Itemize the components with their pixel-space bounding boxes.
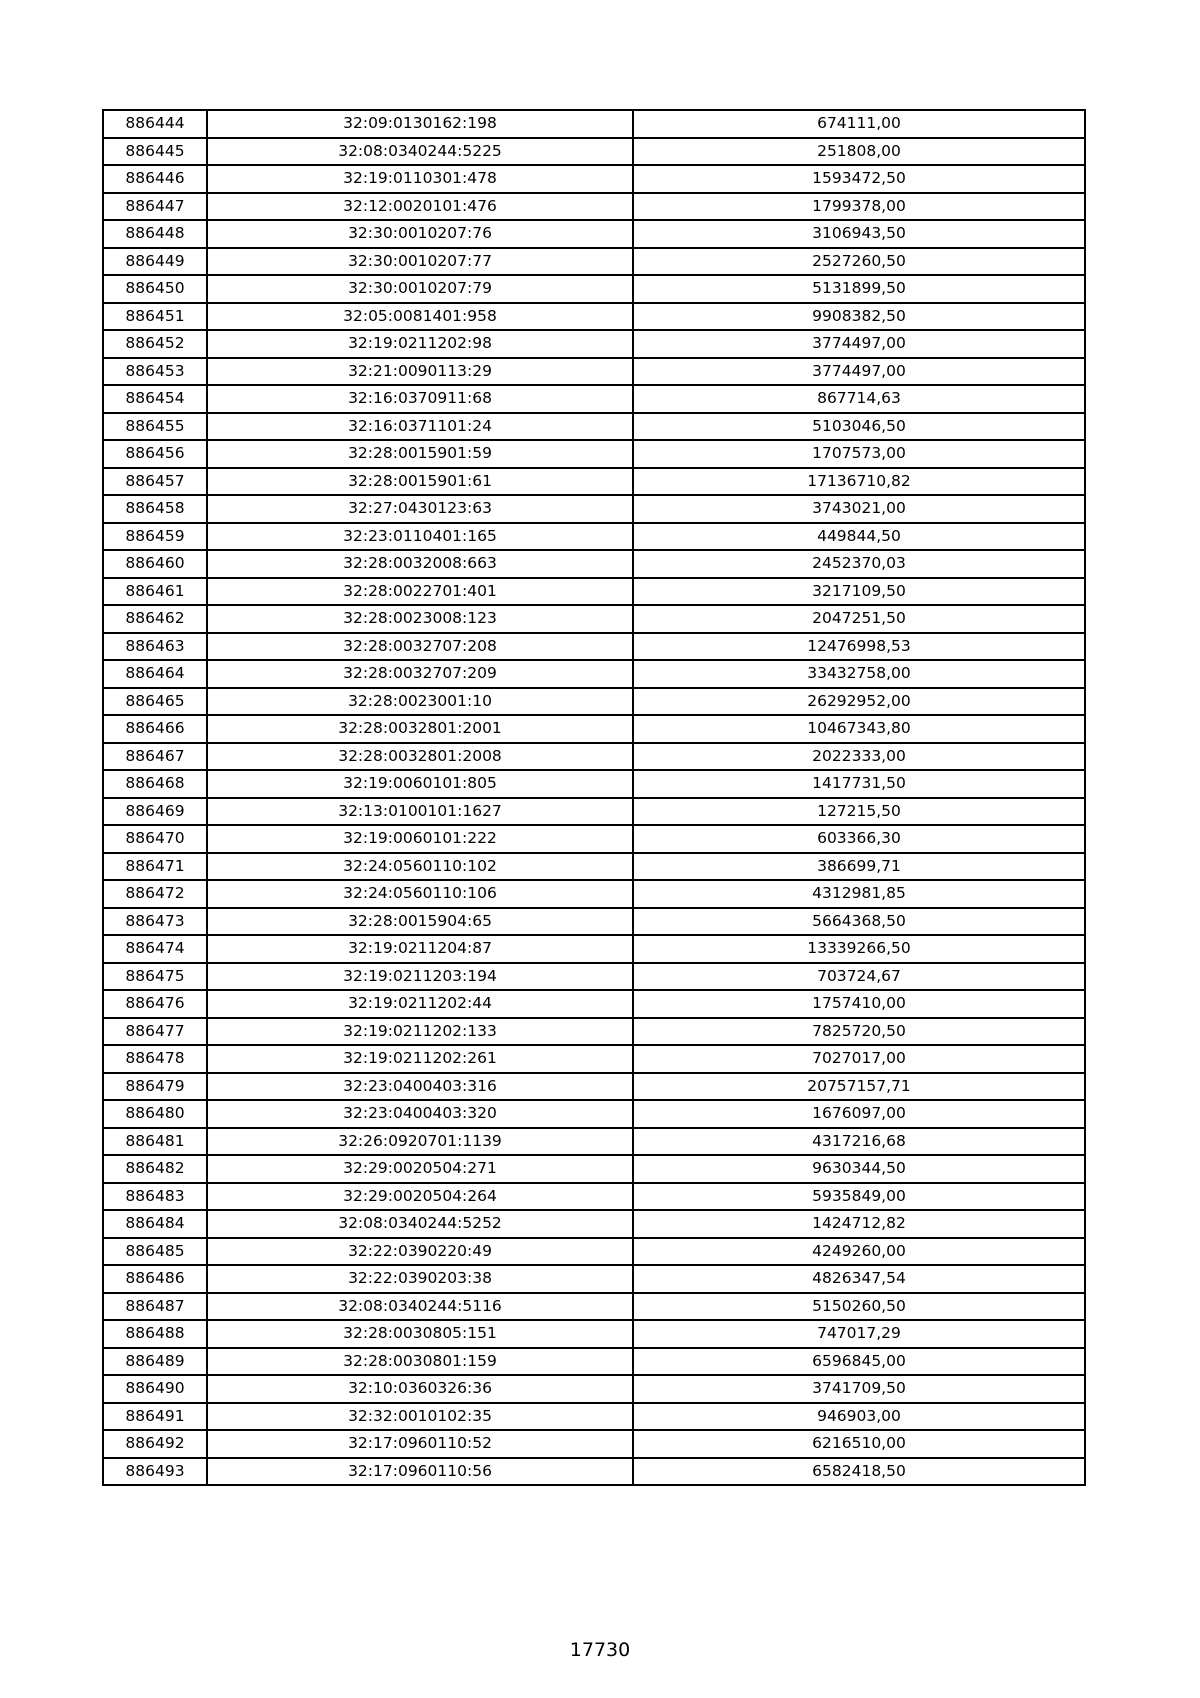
table-row: [103, 1045, 1085, 1073]
row-number-cell: 886460: [103, 550, 207, 578]
row-number-cell: 886463: [103, 633, 207, 661]
cadastral-number-cell: 32:22:0390220:49: [207, 1238, 633, 1266]
cadastral-number-cell: 32:13:0100101:1627: [207, 798, 633, 826]
cadastral-number-cell: 32:19:0211203:194: [207, 963, 633, 991]
row-number-cell: 886462: [103, 605, 207, 633]
cadastral-number-cell: 32:08:0340244:5225: [207, 138, 633, 166]
value-cell: 9908382,50: [633, 303, 1085, 331]
value-cell: 13339266,50: [633, 935, 1085, 963]
table-row: [103, 1293, 1085, 1321]
row-number-cell: 886465: [103, 688, 207, 716]
cadastral-number-cell: 32:28:0023001:10: [207, 688, 633, 716]
cadastral-number-cell: 32:24:0560110:102: [207, 853, 633, 881]
row-number-cell: 886472: [103, 880, 207, 908]
value-cell: 6596845,00: [633, 1348, 1085, 1376]
table-row: [103, 633, 1085, 661]
cadastral-number-cell: 32:10:0360326:36: [207, 1375, 633, 1403]
table-row: [103, 1375, 1085, 1403]
value-cell: 6582418,50: [633, 1458, 1085, 1486]
row-number-cell: 886471: [103, 853, 207, 881]
table-row: [103, 275, 1085, 303]
table-row: [103, 385, 1085, 413]
table-row: [103, 165, 1085, 193]
cadastral-number-cell: 32:16:0370911:68: [207, 385, 633, 413]
cadastral-number-cell: 32:19:0110301:478: [207, 165, 633, 193]
value-cell: 1424712,82: [633, 1210, 1085, 1238]
value-cell: 6216510,00: [633, 1430, 1085, 1458]
cadastral-number-cell: 32:19:0211202:44: [207, 990, 633, 1018]
row-number-cell: 886455: [103, 413, 207, 441]
table-row: [103, 1320, 1085, 1348]
table-row: [103, 660, 1085, 688]
table-row: [103, 358, 1085, 386]
value-cell: 20757157,71: [633, 1073, 1085, 1101]
cadastral-number-cell: 32:27:0430123:63: [207, 495, 633, 523]
row-number-cell: 886452: [103, 330, 207, 358]
row-number-cell: 886457: [103, 468, 207, 496]
table-row: [103, 468, 1085, 496]
table-row: [103, 495, 1085, 523]
value-cell: 17136710,82: [633, 468, 1085, 496]
table-row: [103, 1265, 1085, 1293]
value-cell: 251808,00: [633, 138, 1085, 166]
table-row: [103, 193, 1085, 221]
cadastral-number-cell: 32:19:0211204:87: [207, 935, 633, 963]
value-cell: 2527260,50: [633, 248, 1085, 276]
value-cell: 12476998,53: [633, 633, 1085, 661]
cadastral-number-cell: 32:30:0010207:77: [207, 248, 633, 276]
cadastral-number-cell: 32:08:0340244:5252: [207, 1210, 633, 1238]
table-row: [103, 578, 1085, 606]
cadastral-number-cell: 32:28:0023008:123: [207, 605, 633, 633]
cadastral-number-cell: 32:28:0015904:65: [207, 908, 633, 936]
table-row: [103, 605, 1085, 633]
row-number-cell: 886467: [103, 743, 207, 771]
row-number-cell: 886481: [103, 1128, 207, 1156]
table-row: [103, 1018, 1085, 1046]
table-row: [103, 138, 1085, 166]
cadastral-number-cell: 32:23:0400403:316: [207, 1073, 633, 1101]
row-number-cell: 886483: [103, 1183, 207, 1211]
value-cell: 7825720,50: [633, 1018, 1085, 1046]
value-cell: 2452370,03: [633, 550, 1085, 578]
cadastral-number-cell: 32:09:0130162:198: [207, 110, 633, 138]
value-cell: 4312981,85: [633, 880, 1085, 908]
cadastral-number-cell: 32:08:0340244:5116: [207, 1293, 633, 1321]
row-number-cell: 886468: [103, 770, 207, 798]
row-number-cell: 886469: [103, 798, 207, 826]
cadastral-number-cell: 32:28:0032707:209: [207, 660, 633, 688]
table-row: [103, 523, 1085, 551]
value-cell: 2022333,00: [633, 743, 1085, 771]
table-row: [103, 1430, 1085, 1458]
cadastral-number-cell: 32:19:0211202:133: [207, 1018, 633, 1046]
table-row: [103, 1100, 1085, 1128]
cadastral-number-cell: 32:28:0032008:663: [207, 550, 633, 578]
value-cell: 1757410,00: [633, 990, 1085, 1018]
row-number-cell: 886470: [103, 825, 207, 853]
row-number-cell: 886475: [103, 963, 207, 991]
row-number-cell: 886491: [103, 1403, 207, 1431]
cadastral-number-cell: 32:23:0110401:165: [207, 523, 633, 551]
table-row: [103, 440, 1085, 468]
table-row: [103, 715, 1085, 743]
row-number-cell: 886482: [103, 1155, 207, 1183]
table-row: [103, 110, 1085, 138]
row-number-cell: 886464: [103, 660, 207, 688]
table-row: [103, 963, 1085, 991]
row-number-cell: 886484: [103, 1210, 207, 1238]
value-cell: 5664368,50: [633, 908, 1085, 936]
value-cell: 5103046,50: [633, 413, 1085, 441]
value-cell: 4317216,68: [633, 1128, 1085, 1156]
table-row: [103, 853, 1085, 881]
cadastral-number-cell: 32:17:0960110:52: [207, 1430, 633, 1458]
value-cell: 5131899,50: [633, 275, 1085, 303]
cadastral-number-cell: 32:19:0211202:98: [207, 330, 633, 358]
row-number-cell: 886489: [103, 1348, 207, 1376]
row-number-cell: 886486: [103, 1265, 207, 1293]
value-cell: 7027017,00: [633, 1045, 1085, 1073]
table-row: [103, 303, 1085, 331]
table-row: [103, 743, 1085, 771]
row-number-cell: 886458: [103, 495, 207, 523]
value-cell: 4826347,54: [633, 1265, 1085, 1293]
value-cell: 2047251,50: [633, 605, 1085, 633]
table-row: [103, 1210, 1085, 1238]
table-row: [103, 330, 1085, 358]
value-cell: 747017,29: [633, 1320, 1085, 1348]
cadastral-number-cell: 32:28:0032707:208: [207, 633, 633, 661]
table-row: [103, 1403, 1085, 1431]
page-number: 17730: [569, 1639, 631, 1661]
cadastral-number-cell: 32:28:0015901:59: [207, 440, 633, 468]
value-cell: 946903,00: [633, 1403, 1085, 1431]
cadastral-number-cell: 32:26:0920701:1139: [207, 1128, 633, 1156]
cadastral-number-cell: 32:22:0390203:38: [207, 1265, 633, 1293]
value-cell: 26292952,00: [633, 688, 1085, 716]
row-number-cell: 886473: [103, 908, 207, 936]
table-row: [103, 990, 1085, 1018]
value-cell: 1676097,00: [633, 1100, 1085, 1128]
table-row: [103, 550, 1085, 578]
cadastral-number-cell: 32:30:0010207:79: [207, 275, 633, 303]
table-row: [103, 935, 1085, 963]
value-cell: 674111,00: [633, 110, 1085, 138]
table-row: [103, 770, 1085, 798]
cadastral-number-cell: 32:28:0032801:2001: [207, 715, 633, 743]
row-number-cell: 886446: [103, 165, 207, 193]
row-number-cell: 886449: [103, 248, 207, 276]
table-row: [103, 688, 1085, 716]
row-number-cell: 886456: [103, 440, 207, 468]
table-row: [103, 1183, 1085, 1211]
cadastral-number-cell: 32:23:0400403:320: [207, 1100, 633, 1128]
row-number-cell: 886479: [103, 1073, 207, 1101]
row-number-cell: 886493: [103, 1458, 207, 1486]
value-cell: 1593472,50: [633, 165, 1085, 193]
value-cell: 1417731,50: [633, 770, 1085, 798]
cadastral-number-cell: 32:17:0960110:56: [207, 1458, 633, 1486]
value-cell: 603366,30: [633, 825, 1085, 853]
row-number-cell: 886492: [103, 1430, 207, 1458]
cadastral-number-cell: 32:05:0081401:958: [207, 303, 633, 331]
cadastral-number-cell: 32:30:0010207:76: [207, 220, 633, 248]
row-number-cell: 886474: [103, 935, 207, 963]
value-cell: 1799378,00: [633, 193, 1085, 221]
table-row: [103, 825, 1085, 853]
row-number-cell: 886448: [103, 220, 207, 248]
value-cell: 3217109,50: [633, 578, 1085, 606]
row-number-cell: 886477: [103, 1018, 207, 1046]
table-row: [103, 248, 1085, 276]
row-number-cell: 886451: [103, 303, 207, 331]
table-row: [103, 1073, 1085, 1101]
value-cell: 5935849,00: [633, 1183, 1085, 1211]
cadastral-number-cell: 32:32:0010102:35: [207, 1403, 633, 1431]
value-cell: 33432758,00: [633, 660, 1085, 688]
row-number-cell: 886487: [103, 1293, 207, 1321]
value-cell: 449844,50: [633, 523, 1085, 551]
value-cell: 3774497,00: [633, 330, 1085, 358]
cadastral-number-cell: 32:29:0020504:271: [207, 1155, 633, 1183]
row-number-cell: 886478: [103, 1045, 207, 1073]
row-number-cell: 886454: [103, 385, 207, 413]
row-number-cell: 886444: [103, 110, 207, 138]
value-cell: 703724,67: [633, 963, 1085, 991]
value-cell: 3106943,50: [633, 220, 1085, 248]
cadastral-number-cell: 32:19:0211202:261: [207, 1045, 633, 1073]
table-row: [103, 1348, 1085, 1376]
table-row: [103, 1128, 1085, 1156]
row-number-cell: 886476: [103, 990, 207, 1018]
row-number-cell: 886459: [103, 523, 207, 551]
cadastral-number-cell: 32:28:0015901:61: [207, 468, 633, 496]
row-number-cell: 886445: [103, 138, 207, 166]
value-cell: 4249260,00: [633, 1238, 1085, 1266]
row-number-cell: 886466: [103, 715, 207, 743]
row-number-cell: 886485: [103, 1238, 207, 1266]
table-row: [103, 798, 1085, 826]
table-row: [103, 908, 1085, 936]
cadastral-number-cell: 32:19:0060101:222: [207, 825, 633, 853]
cadastral-number-cell: 32:16:0371101:24: [207, 413, 633, 441]
row-number-cell: 886447: [103, 193, 207, 221]
cadastral-number-cell: 32:28:0022701:401: [207, 578, 633, 606]
row-number-cell: 886461: [103, 578, 207, 606]
data-table: [102, 109, 1086, 1486]
row-number-cell: 886450: [103, 275, 207, 303]
cadastral-number-cell: 32:29:0020504:264: [207, 1183, 633, 1211]
cadastral-number-cell: 32:12:0020101:476: [207, 193, 633, 221]
table-body: [103, 110, 1085, 1485]
cadastral-number-cell: 32:24:0560110:106: [207, 880, 633, 908]
table-row: [103, 220, 1085, 248]
row-number-cell: 886488: [103, 1320, 207, 1348]
value-cell: 3774497,00: [633, 358, 1085, 386]
value-cell: 5150260,50: [633, 1293, 1085, 1321]
cadastral-number-cell: 32:28:0032801:2008: [207, 743, 633, 771]
row-number-cell: 886490: [103, 1375, 207, 1403]
value-cell: 3743021,00: [633, 495, 1085, 523]
cadastral-number-cell: 32:28:0030801:159: [207, 1348, 633, 1376]
table-row: [103, 1238, 1085, 1266]
value-cell: 10467343,80: [633, 715, 1085, 743]
row-number-cell: 886480: [103, 1100, 207, 1128]
value-cell: 3741709,50: [633, 1375, 1085, 1403]
row-number-cell: 886453: [103, 358, 207, 386]
table-row: [103, 413, 1085, 441]
value-cell: 9630344,50: [633, 1155, 1085, 1183]
table-row: [103, 880, 1085, 908]
cadastral-number-cell: 32:19:0060101:805: [207, 770, 633, 798]
table-row: [103, 1458, 1085, 1486]
table-row: [103, 1155, 1085, 1183]
cadastral-number-cell: 32:21:0090113:29: [207, 358, 633, 386]
value-cell: 1707573,00: [633, 440, 1085, 468]
value-cell: 386699,71: [633, 853, 1085, 881]
cadastral-number-cell: 32:28:0030805:151: [207, 1320, 633, 1348]
value-cell: 867714,63: [633, 385, 1085, 413]
value-cell: 127215,50: [633, 798, 1085, 826]
